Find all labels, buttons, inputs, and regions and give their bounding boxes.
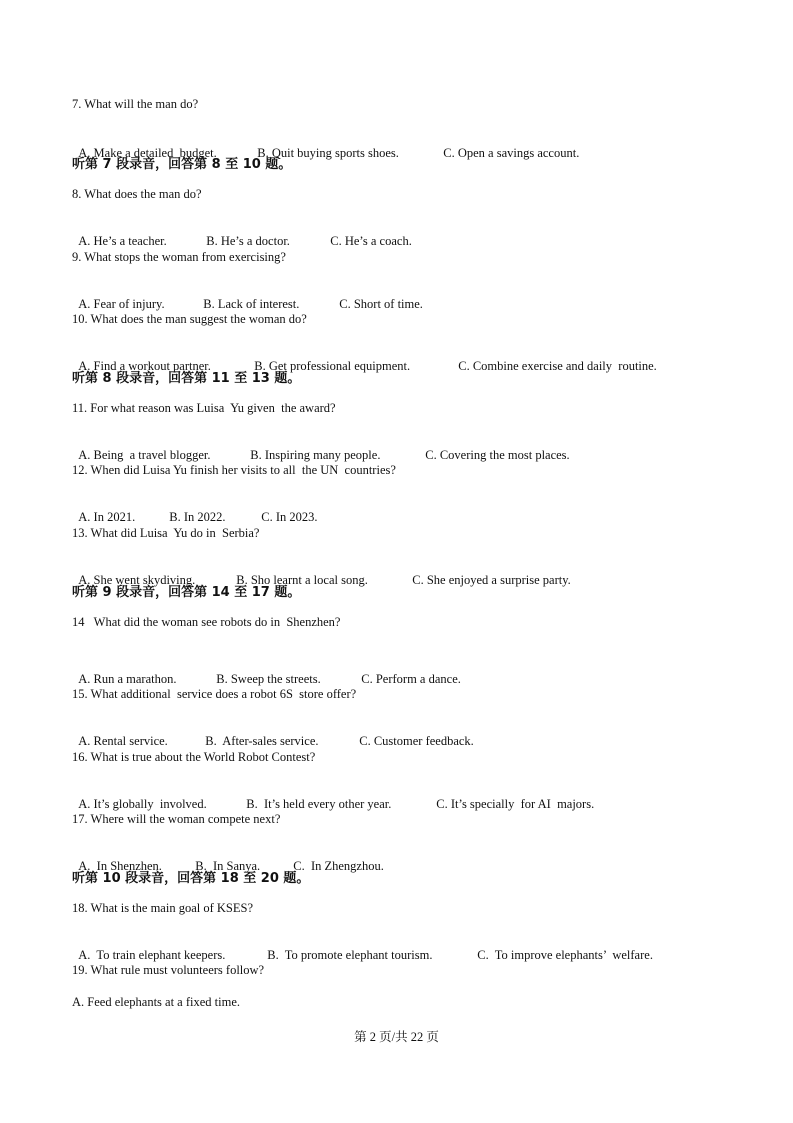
question-15: 15. What additional service does a robot 6S store offer? bbox=[72, 687, 357, 701]
options-15 bbox=[72, 717, 474, 749]
options-18 bbox=[72, 931, 653, 963]
options-11 bbox=[72, 431, 570, 463]
option-a: A. Run a marathon. bbox=[78, 672, 177, 686]
option-c: C. Customer feedback. bbox=[359, 734, 474, 748]
option-b: B. In 2022. bbox=[169, 510, 226, 524]
section-heading: 听第 7 段录音，回答第 8 至 10 题。 bbox=[72, 157, 292, 172]
option-a: A. She went skydiving. bbox=[78, 573, 196, 587]
option-b: B. Inspiring many people. bbox=[250, 448, 381, 462]
option-b: B. Sho learnt a local song. bbox=[236, 573, 368, 587]
option-b: B. He’s a doctor. bbox=[206, 234, 290, 248]
option-c: C. Combine exercise and daily routine. bbox=[458, 359, 657, 373]
option-a: A. In Shenzhen. bbox=[78, 859, 162, 873]
option-a: A. In 2021. bbox=[78, 510, 136, 524]
section-heading: 听第 9 段录音，回答第 14 至 17 题。 bbox=[72, 585, 301, 600]
options-13 bbox=[72, 556, 571, 588]
question-16: 16. What is true about the World Robot Contest? bbox=[72, 750, 316, 764]
section-heading: 听第 8 段录音，回答第 11 至 13 题。 bbox=[72, 371, 301, 386]
question-12: 12. When did Luisa Yu finish her visits to all the UN countries? bbox=[72, 463, 396, 477]
option-b: B. In Sanya. bbox=[195, 859, 261, 873]
option-a: A. Find a workout partner. bbox=[78, 359, 211, 373]
option-a: A. Feed elephants at a fixed time. bbox=[72, 995, 240, 1009]
question-7: 7. What will the man do? bbox=[72, 97, 199, 111]
options-10 bbox=[72, 342, 657, 374]
question-10: 10. What does the man suggest the woman do? bbox=[72, 312, 307, 326]
options-9 bbox=[72, 280, 423, 312]
option-c: C. To improve elephants’ welfare. bbox=[477, 948, 653, 962]
option-b: B. Lack of interest. bbox=[203, 297, 300, 311]
option-c: C. Open a savings account. bbox=[443, 146, 580, 160]
option-b: B. After-sales service. bbox=[205, 734, 319, 748]
question-18: 18. What is the main goal of KSES? bbox=[72, 901, 253, 915]
option-a: A. Being a travel blogger. bbox=[78, 448, 211, 462]
question-14: 14 What did the woman see robots do in Shenzhen? bbox=[72, 615, 341, 629]
option-c: C. It’s specially for AI majors. bbox=[436, 797, 595, 811]
option-c: C. Short of time. bbox=[339, 297, 423, 311]
page-footer: 第 2 页/共 22 页 bbox=[354, 1030, 439, 1044]
question-11: 11. For what reason was Luisa Yu given the award? bbox=[72, 401, 336, 415]
option-a: A. Make a detailed budget. bbox=[78, 146, 217, 160]
options-17 bbox=[72, 842, 384, 874]
option-a: A. It’s globally involved. bbox=[78, 797, 207, 811]
option-b: B. To promote elephant tourism. bbox=[267, 948, 433, 962]
section-heading: 听第 10 段录音，回答第 18 至 20 题。 bbox=[72, 871, 310, 886]
question-8: 8. What does the man do? bbox=[72, 187, 202, 201]
option-a: A. Fear of injury. bbox=[78, 297, 165, 311]
question-13: 13. What did Luisa Yu do in Serbia? bbox=[72, 526, 260, 540]
option-c: C. In Zhengzhou. bbox=[293, 859, 384, 873]
question-9: 9. What stops the woman from exercising? bbox=[72, 250, 286, 264]
option-a: A. To train elephant keepers. bbox=[78, 948, 226, 962]
options-14 bbox=[72, 655, 461, 687]
option-b: B. It’s held every other year. bbox=[246, 797, 392, 811]
option-a: A. Rental service. bbox=[78, 734, 168, 748]
option-c: C. Covering the most places. bbox=[425, 448, 570, 462]
question-17: 17. Where will the woman compete next? bbox=[72, 812, 281, 826]
option-a: A. He’s a teacher. bbox=[78, 234, 167, 248]
options-8 bbox=[72, 217, 412, 249]
option-b: B. Quit buying sports shoes. bbox=[257, 146, 399, 160]
option-b: B. Sweep the streets. bbox=[216, 672, 321, 686]
option-b: B. Get professional equipment. bbox=[254, 359, 411, 373]
option-c: C. Perform a dance. bbox=[361, 672, 461, 686]
option-c: C. In 2023. bbox=[261, 510, 318, 524]
question-19: 19. What rule must volunteers follow? bbox=[72, 963, 265, 977]
options-16 bbox=[72, 780, 594, 812]
options-12 bbox=[72, 493, 318, 525]
option-c: C. She enjoyed a surprise party. bbox=[412, 573, 571, 587]
option-c: C. He’s a coach. bbox=[330, 234, 412, 248]
